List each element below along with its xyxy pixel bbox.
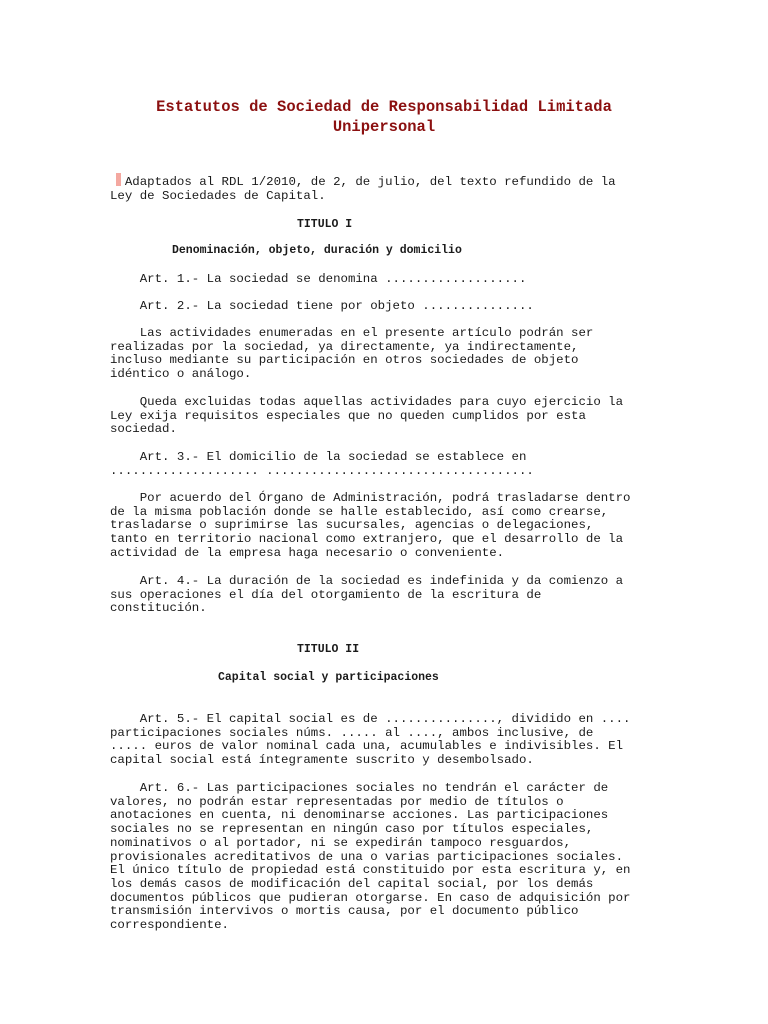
paragraph-excluidas: Queda excluidas todas aquellas actividades para cuyo ejercicio la Ley exija requisitos especiales que no queden cumplidos por esta sociedad. bbox=[110, 395, 624, 437]
article-4: Art. 4.- La duración de la sociedad es indefinida y da comienzo a sus operaciones el día del otorgamiento de la escritura de constitución. bbox=[110, 574, 624, 616]
titulo-2-label: TITULO II bbox=[297, 643, 360, 656]
paragraph-traslado: Por acuerdo del Órgano de Administración, podrá trasladarse dentro de la misma población donde se halle establecido, así como crearse, trasladarse o suprimirse las sucursales, agencias o delegaciones, tanto en territorio nacional como extranjero, que el desarrollo de la actividad de la empresa haga necesario o conveniente. bbox=[110, 491, 631, 560]
article-3: Art. 3.- El domicilio de la sociedad se establece en .................... .................................... bbox=[110, 450, 534, 478]
article-6: Art. 6.- Las participaciones sociales no tendrán el carácter de valores, no podrán estar representadas por medio de títulos o anotaciones en cuenta, ni denominarse acciones. Las participaciones sociales no se representan en ningún caso por títulos especiales, nominativos o al portador, ni se expedirán tampoco resguardos, provisionales acreditativos de una o varias participaciones sociales. El único título de propiedad está constituido por esta escritura y, en los demás casos de modificación del capital social, por los demás documentos públicos que pudieran otorgarse. En caso de adquisición por transmisión intervivos o mortis causa, por el documento público correspondiente. bbox=[110, 781, 631, 933]
document-title bbox=[0, 97, 768, 137]
article-2: Art. 2.- La sociedad tiene por objeto ............... bbox=[110, 299, 534, 313]
title-line-1: Estatutos de Sociedad de Responsabilidad Limitada bbox=[156, 98, 612, 116]
titulo-1-heading: Denominación, objeto, duración y domicilio bbox=[172, 244, 462, 257]
titulo-2-heading: Capital social y participaciones bbox=[218, 671, 439, 684]
article-1: Art. 1.- La sociedad se denomina ................... bbox=[110, 272, 527, 286]
article-5: Art. 5.- El capital social es de ..............., dividido en .... participaciones sociales núms. ..... al ...., ambos inclusive, de ..... euros de valor nominal cada una, acumulables e indivisibles. El capital social está íntegramente suscrito y desembolsado. bbox=[110, 712, 631, 768]
intro-paragraph: Adaptados al RDL 1/2010, de 2, de julio, del texto refundido de la Ley de Sociedades de Capital. bbox=[110, 175, 616, 203]
paragraph-actividades: Las actividades enumeradas en el presente artículo podrán ser realizadas por la sociedad, ya directamente, ya indirectamente, incluso mediante su participación en otros sociedades de objeto idéntico o análogo. bbox=[110, 326, 594, 382]
titulo-1-label: TITULO I bbox=[297, 218, 353, 231]
title-line-2: Unipersonal bbox=[332, 118, 436, 136]
